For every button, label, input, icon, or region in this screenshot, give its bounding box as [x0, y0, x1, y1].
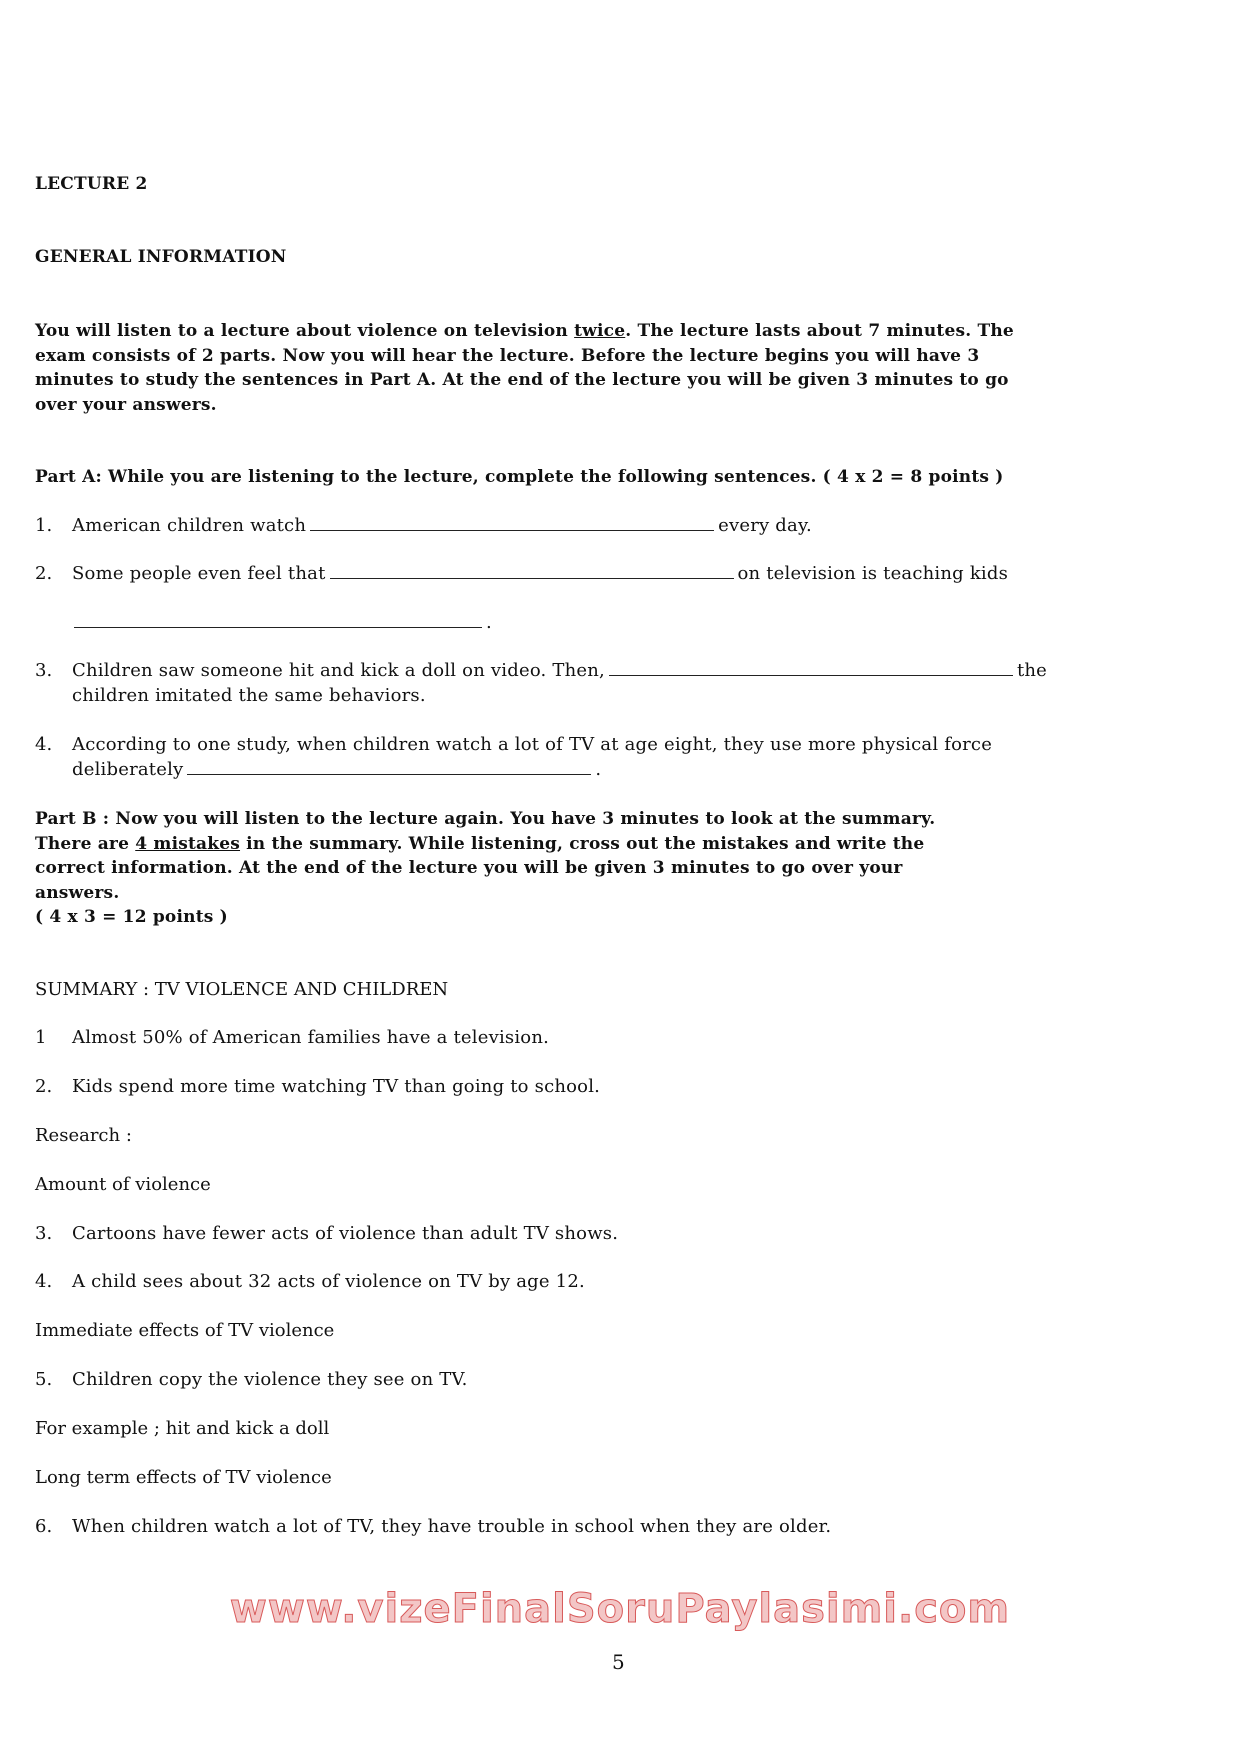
intro-line: over your answers.	[35, 394, 217, 415]
text: in the summary. While listening, cross out the mistakes and write the	[240, 833, 925, 854]
answer-blank[interactable]	[74, 611, 482, 628]
text: the	[1016, 660, 1048, 681]
intro-line: exam consists of 2 parts. Now you will hear the lecture. Before the lecture begins you will have 3	[35, 345, 980, 366]
text: .	[486, 612, 492, 633]
summary-item-4: A child sees about 32 acts of violence on TV by age 12.	[72, 1271, 585, 1292]
item-number: 1	[35, 1027, 47, 1048]
answer-blank[interactable]	[330, 562, 734, 579]
part-b-points: ( 4 x 3 = 12 points )	[35, 907, 228, 927]
part-a-item-4-cont	[72, 758, 601, 783]
part-b-line: answers.	[35, 882, 120, 903]
item-number: 4.	[35, 1271, 53, 1292]
intro-line: minutes to study the sentences in Part A. At the end of the lecture you will be given 3 minutes to go	[35, 370, 1009, 390]
item-number: 2.	[35, 1076, 53, 1097]
part-a-title: Part A: While you are listening to the lecture, complete the following sentences. ( 4 x 2 = 8 points )	[35, 467, 1004, 487]
item-number: 6.	[35, 1516, 53, 1537]
answer-blank[interactable]	[609, 659, 1013, 676]
item-number: 3.	[35, 660, 53, 681]
watermark: www.vizeFinalSoruPaylasimi.com	[229, 1586, 1011, 1632]
text: Children saw someone hit and kick a doll on video. Then,	[72, 660, 605, 681]
item-number: 2.	[35, 563, 53, 584]
part-a-item-4: According to one study, when children watch a lot of TV at age eight, they use more physical force	[72, 734, 993, 755]
summary-item-2: Kids spend more time watching TV than going to school.	[72, 1076, 601, 1097]
text: deliberately	[72, 759, 184, 780]
answer-blank[interactable]	[310, 514, 714, 531]
summary-item-1: Almost 50% of American families have a television.	[72, 1027, 550, 1048]
part-b-line: correct information. At the end of the lecture you will be given 3 minutes to go over your	[35, 858, 903, 878]
text: .	[595, 759, 602, 780]
item-number: 5.	[35, 1369, 53, 1390]
immediate-label: Immediate effects of TV violence	[35, 1320, 335, 1341]
item-number: 1.	[35, 515, 53, 536]
example-label: For example ; hit and kick a doll	[35, 1418, 330, 1439]
text: on television is teaching kids	[737, 563, 1009, 584]
text: Some people even feel that	[72, 563, 326, 584]
text: There are	[35, 833, 136, 854]
summary-item-6: When children watch a lot of TV, they have trouble in school when they are older.	[72, 1516, 832, 1537]
general-info-heading: GENERAL INFORMATION	[35, 247, 287, 267]
text: every day.	[718, 515, 812, 536]
page-number: 5	[612, 1650, 625, 1674]
part-a-item-3-cont: children imitated the same behaviors.	[72, 685, 426, 706]
summary-title: SUMMARY : TV VIOLENCE AND CHILDREN	[35, 979, 449, 1000]
part-a-item-3	[72, 659, 1047, 684]
summary-item-3: Cartoons have fewer acts of violence than adult TV shows.	[72, 1223, 619, 1244]
answer-blank[interactable]	[187, 758, 591, 775]
item-number: 3.	[35, 1223, 53, 1244]
lecture-heading: LECTURE 2	[35, 174, 148, 194]
item-number: 4.	[35, 734, 53, 755]
part-b-line	[35, 832, 924, 857]
text: . The lecture lasts about 7 minutes. The	[625, 321, 1014, 341]
text: American children watch	[72, 515, 307, 536]
intro-line	[35, 319, 1014, 344]
research-label: Research :	[35, 1125, 132, 1146]
part-a-item-1	[72, 514, 812, 539]
part-a-item-2	[72, 562, 1008, 587]
part-a-item-2-cont	[72, 611, 492, 636]
underlined-text: 4 mistakes	[135, 833, 241, 854]
longterm-label: Long term effects of TV violence	[35, 1467, 332, 1488]
amount-label: Amount of violence	[35, 1174, 211, 1195]
part-b-line: Part B : Now you will listen to the lecture again. You have 3 minutes to look at the summary.	[35, 809, 936, 829]
text: You will listen to a lecture about violence on television	[35, 321, 575, 341]
summary-item-5: Children copy the violence they see on TV.	[72, 1369, 468, 1390]
underlined-text: twice	[574, 321, 626, 341]
